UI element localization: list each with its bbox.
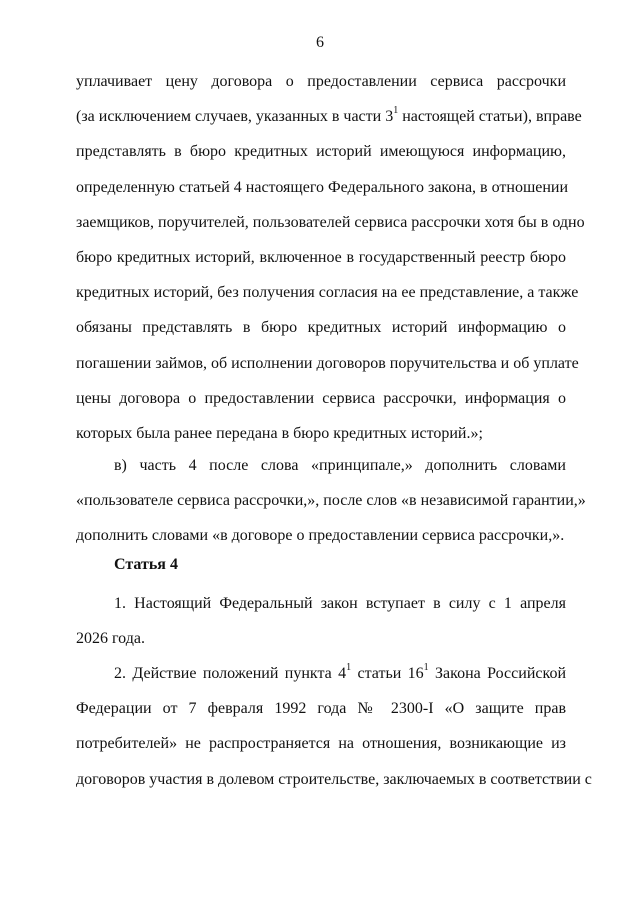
text-line: погашении займов, об исполнении договоров поручительства и об уплате (76, 354, 579, 372)
text-line: обязаны представлять в бюро кредитных историй информацию о (76, 319, 566, 337)
paragraph-continuation (76, 64, 585, 451)
superscript: 1 (393, 105, 399, 117)
text-line: дополнить словами «в договоре о предоставлении сервиса рассрочки,». (76, 527, 565, 545)
text-line: (за исключением случаев, указанных в части $3^1$ настоящей статьи), вправе (76, 105, 582, 126)
article-heading: Статья 4 (114, 556, 178, 573)
text-line: определенную статьей 4 настоящего Федерального закона, в отношении (76, 178, 569, 196)
paragraph-article4-item2 (76, 656, 592, 797)
superscript: 1 (423, 662, 429, 673)
page-number: 6 (316, 34, 324, 51)
text-line: «пользователе сервиса рассрочки,», после слов «в независимой гарантии,» (76, 492, 586, 510)
text-line: 2. Действие положений пункта $4^1$ статьи $16^1$ Закона Российской (114, 662, 566, 682)
text-line: уплачивает цену договора о предоставлении сервиса рассрочки (76, 73, 566, 90)
text-line: потребителей» не распространяется на отношения, возникающие из (76, 735, 566, 753)
text-line: цены договора о предоставлении сервиса рассрочки, информация о (76, 389, 566, 407)
text-line: заемщиков, поручителей, пользователей сервиса рассрочки хотя бы в одно (76, 213, 585, 231)
text-line: представлять в бюро кредитных историй имеющуюся информацию, (76, 143, 566, 161)
text-line: Федерации от 7 февраля 1992 года № 2300-I «О защите прав (76, 700, 566, 718)
paragraph-article4-item1 (76, 586, 566, 656)
text-line: 2026 года. (76, 630, 145, 648)
text-line: которых была ранее передана в бюро кредитных историй.»; (76, 425, 483, 443)
text-line: договоров участия в долевом строительстве, заключаемых в соответствии с (76, 770, 592, 788)
paragraph-amendment-v (76, 448, 586, 554)
text-line: 1. Настоящий Федеральный закон вступает в силу с 1 апреля (114, 595, 566, 612)
text-line: в) часть 4 после слова «принципале,» дополнить словами (114, 457, 566, 474)
text-line: кредитных историй, без получения согласия на ее представление, а также (76, 284, 579, 302)
text-line: бюро кредитных историй, включенное в государственный реестр бюро (76, 249, 566, 267)
superscript: 1 (346, 662, 352, 673)
